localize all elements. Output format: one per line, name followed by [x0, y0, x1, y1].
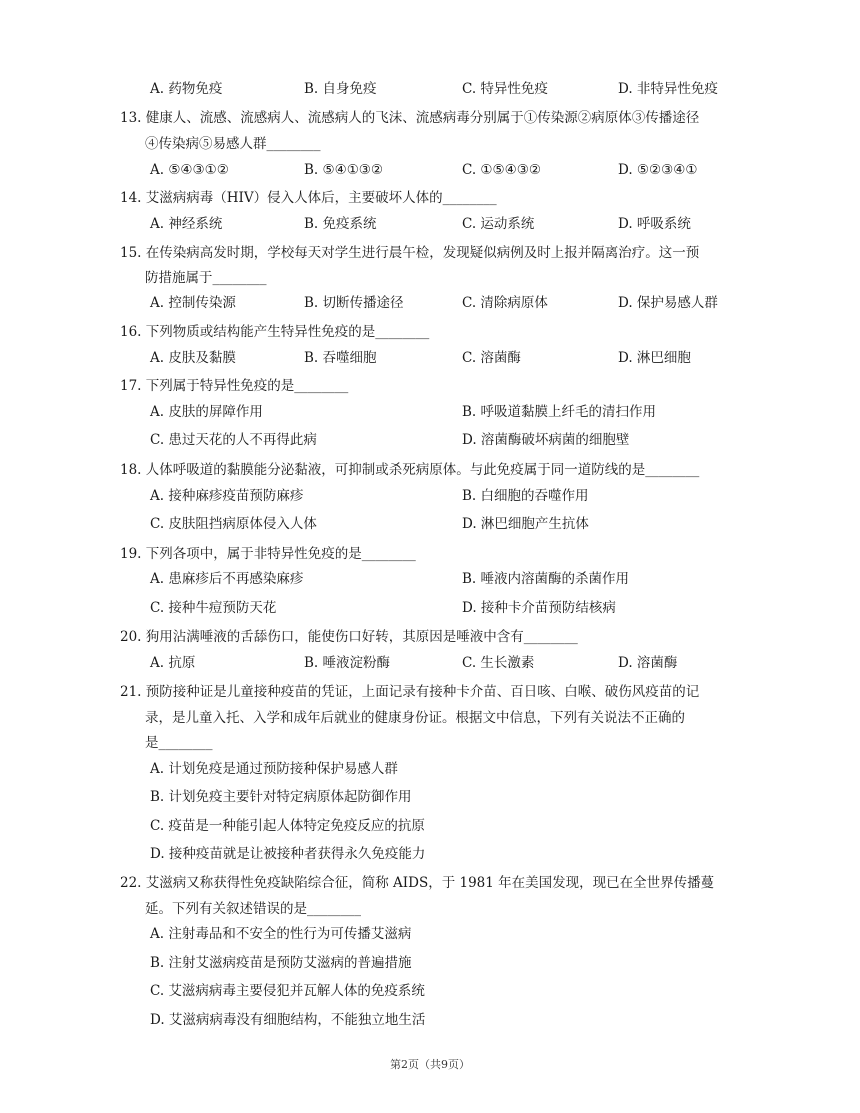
q21-option-a: A. 计划免疫是通过预防接种保护易感人群: [150, 761, 398, 777]
q18-option-c: C. 皮肤阻挡病原体侵入人体: [150, 516, 317, 532]
q18-option-b: B. 白细胞的吞噬作用: [462, 488, 589, 504]
q15-stem-line1: 15. 在传染病高发时期，学校每天对学生进行晨午检，发现疑似病例及时上报并隔离治疗。这一预: [120, 245, 700, 261]
q15-stem-line2: 防措施属于________: [145, 270, 267, 286]
q22-option-a: A. 注射毒品和不安全的性行为可传播艾滋病: [150, 926, 412, 942]
q22-option-d: D. 艾滋病病毒没有细胞结构，不能独立地生活: [150, 1012, 426, 1028]
q12-option-d: D. 非特异性免疫: [618, 81, 718, 97]
q13-option-d: D. ⑤②③④①: [618, 162, 698, 178]
q19-option-a: A. 患麻疹后不再感染麻疹: [150, 571, 304, 587]
q17-stem-line1: 17. 下列属于特异性免疫的是________: [120, 378, 349, 394]
page-footer: 第2页（共9页）: [390, 1058, 470, 1071]
q19-option-d: D. 接种卡介苗预防结核病: [462, 600, 616, 616]
q22-option-b: B. 注射艾滋病疫苗是预防艾滋病的普遍措施: [150, 955, 412, 971]
q21-option-b: B. 计划免疫主要针对特定病原体起防御作用: [150, 789, 412, 805]
q17-option-b: B. 呼吸道黏膜上纤毛的清扫作用: [462, 404, 657, 420]
q13-option-b: B. ⑤④①③②: [304, 162, 384, 178]
q19-stem-line1: 19. 下列各项中，属于非特异性免疫的是________: [120, 546, 416, 562]
q13-stem-line1: 13. 健康人、流感、流感病人、流感病人的飞沫、流感病毒分别属于①传染源②病原体③传播途径: [120, 110, 700, 126]
q17-option-a: A. 皮肤的屏障作用: [150, 404, 263, 420]
q21-option-c: C. 疫苗是一种能引起人体特定免疫反应的抗原: [150, 818, 425, 834]
q16-stem-line1: 16. 下列物质或结构能产生特异性免疫的是________: [120, 324, 430, 340]
q21-stem-line1: 21. 预防接种证是儿童接种疫苗的凭证，上面记录有接种卡介苗、百日咳、白喉、破伤风疫苗的记: [120, 684, 700, 700]
q19-option-b: B. 唾液内溶菌酶的杀菌作用: [462, 571, 630, 587]
q12-option-b: B. 自身免疫: [304, 81, 377, 97]
q18-stem-line1: 18. 人体呼吸道的黏膜能分泌黏液，可抑制或杀死病原体。与此免疫属于同一道防线的是________: [120, 462, 700, 478]
q14-option-c: C. 运动系统: [462, 216, 535, 232]
q14-option-a: A. 神经系统: [150, 216, 223, 232]
q14-option-b: B. 免疫系统: [304, 216, 377, 232]
q19-option-c: C. 接种牛痘预防天花: [150, 600, 277, 616]
q20-option-b: B. 唾液淀粉酶: [304, 655, 391, 671]
q20-option-d: D. 溶菌酶: [618, 655, 678, 671]
q17-option-d: D. 溶菌酶破坏病菌的细胞壁: [462, 432, 630, 448]
q17-option-c: C. 患过天花的人不再得此病: [150, 432, 317, 448]
q16-option-b: B. 吞噬细胞: [304, 350, 377, 366]
q18-option-a: A. 接种麻疹疫苗预防麻疹: [150, 488, 304, 504]
q16-option-d: D. 淋巴细胞: [618, 350, 691, 366]
q18-option-d: D. 淋巴细胞产生抗体: [462, 516, 589, 532]
q20-option-a: A. 抗原: [150, 655, 196, 671]
q14-stem-line1: 14. 艾滋病病毒（HIV）侵入人体后，主要破坏人体的________: [120, 190, 497, 206]
q16-option-c: C. 溶菌酶: [462, 350, 521, 366]
q12-option-a: A. 药物免疫: [150, 81, 223, 97]
q13-stem-line2: ④传染病⑤易感人群________: [145, 136, 321, 152]
q21-option-d: D. 接种疫苗就是让被接种者获得永久免疫能力: [150, 846, 426, 862]
q15-option-b: B. 切断传播途径: [304, 295, 404, 311]
q21-stem-line2: 录，是儿童入托、入学和成年后就业的健康身份证。根据文中信息，下列有关说法不正确的: [145, 710, 685, 726]
q13-option-a: A. ⑤④③①②: [150, 162, 229, 178]
q15-option-a: A. 控制传染源: [150, 295, 236, 311]
q15-option-c: C. 清除病原体: [462, 295, 548, 311]
q13-option-c: C. ①⑤④③②: [462, 162, 541, 178]
q22-option-c: C. 艾滋病病毒主要侵犯并瓦解人体的免疫系统: [150, 983, 425, 999]
q21-stem-line3: 是________: [145, 735, 213, 751]
q16-option-a: A. 皮肤及黏膜: [150, 350, 236, 366]
q15-option-d: D. 保护易感人群: [618, 295, 718, 311]
q20-stem-line1: 20. 狗用沾满唾液的舌舔伤口，能使伤口好转，其原因是唾液中含有________: [120, 629, 578, 645]
q22-stem-line2: 延。下列有关叙述错误的是________: [145, 901, 361, 917]
q12-option-c: C. 特异性免疫: [462, 81, 548, 97]
q20-option-c: C. 生长激素: [462, 655, 535, 671]
q22-stem-line1: 22. 艾滋病又称获得性免疫缺陷综合征，简称 AIDS，于 1981 年在美国发现，现已在全世界传播蔓: [120, 875, 715, 891]
q14-option-d: D. 呼吸系统: [618, 216, 691, 232]
